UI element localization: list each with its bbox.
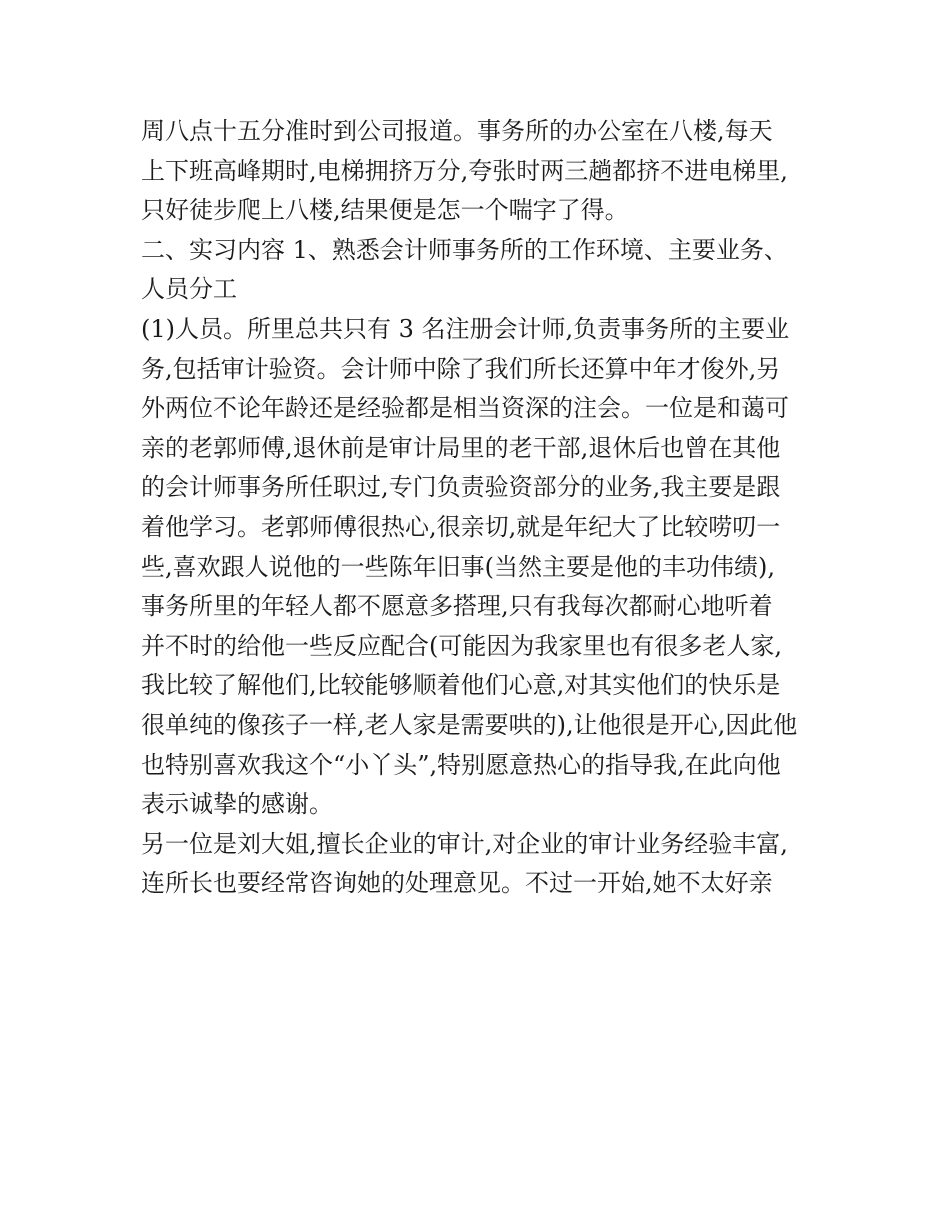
text-line: 周八点十五分准时到公司报道。事务所的办公室在八楼,每天: [141, 117, 773, 145]
body-text: [141, 112, 821, 904]
text-line: 连所长也要经常咨询她的处理意见。不过一开始,她不太好亲: [141, 869, 773, 898]
text-line: 另一位是刘大姐,擅长企业的审计,对企业的审计业务经验丰富,: [141, 829, 788, 858]
text-line: 表示诚挚的感谢。: [141, 790, 333, 819]
text-line: 的会计师事务所任职过,专门负责验资部分的业务,我主要是跟: [141, 473, 781, 502]
text-line: 些,喜欢跟人说他的一些陈年旧事(当然主要是他的丰功伟绩),: [141, 552, 775, 581]
text-line: 务,包括审计验资。会计师中除了我们所长还算中年才俊外,另: [141, 354, 781, 383]
text-line: (1)人员。所里总共只有 3 名注册会计师,负责事务所的主要业: [141, 314, 790, 343]
text-line: 也特别喜欢我这个“小丫头”,特别愿意热心的指导我,在此向他: [141, 750, 781, 779]
section-heading-line: 二、实习内容 1、熟悉会计师事务所的工作环境、主要业务、: [141, 235, 788, 264]
text-line: 亲的老郭师傅,退休前是审计局里的老干部,退休后也曾在其他: [141, 433, 781, 462]
text-line: 上下班高峰期时,电梯拥挤万分,夸张时两三趟都挤不进电梯里,: [141, 156, 788, 185]
section-heading-line: 人员分工: [141, 275, 237, 304]
text-line: 只好徒步爬上八楼,结果便是怎一个喘字了得。: [141, 196, 629, 225]
text-line: 着他学习。老郭师傅很热心,很亲切,就是年纪大了比较唠叨一: [141, 512, 781, 541]
text-line: 我比较了解他们,比较能够顺着他们心意,对其实他们的快乐是: [141, 671, 781, 700]
text-line: 外两位不论年龄还是经验都是相当资深的注会。一位是和蔼可: [141, 394, 789, 423]
text-line: 很单纯的像孩子一样,老人家是需要哄的),让他很是开心,因此他: [141, 710, 798, 739]
text-line: 并不时的给他一些反应配合(可能因为我家里也有很多老人家,: [141, 631, 782, 660]
text-line: 事务所里的年轻人都不愿意多搭理,只有我每次都耐心地听着: [141, 592, 773, 621]
